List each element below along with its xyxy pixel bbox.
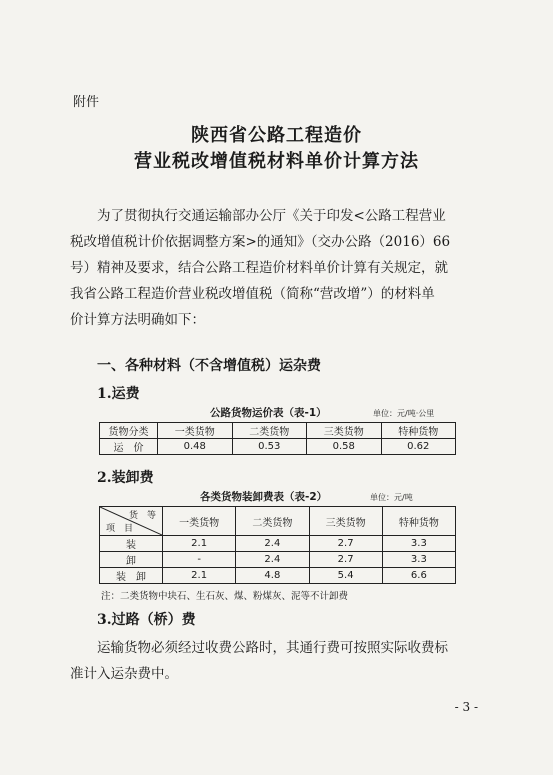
table-row <box>100 439 456 455</box>
table-row <box>100 552 456 568</box>
toll-line: 运输货物必须经过收费公路时，其通行费可按照实际收费标 <box>97 640 448 656</box>
row-label: 装 <box>100 536 163 552</box>
intro-paragraph <box>70 203 467 333</box>
header-cell: 特种货物 <box>382 507 455 536</box>
table-cell: 0.58 <box>307 439 382 455</box>
table-header-row <box>100 507 456 536</box>
corner-bottom-label: 项 目 <box>106 524 134 534</box>
table2-caption: 各类货物装卸费表（表-2） <box>200 491 328 503</box>
toll-paragraph <box>70 635 467 687</box>
table2-unit: 单位：元/吨 <box>370 493 413 502</box>
subheading-handling: 2.装卸费 <box>97 470 154 486</box>
header-cell: 一类货物 <box>163 507 236 536</box>
header-cell: 特种货物 <box>381 423 456 439</box>
header-cell: 二类货物 <box>236 507 309 536</box>
table-cell: 0.62 <box>381 439 456 455</box>
intro-line: 价计算方法明确如下： <box>70 312 205 328</box>
header-cell: 三类货物 <box>307 423 382 439</box>
intro-line: 为了贯彻执行交通运输部办公厅《关于印发<公路工程营业 <box>97 208 446 224</box>
table-cell: 4.8 <box>236 568 309 584</box>
header-cell: 货物分类 <box>100 423 158 439</box>
freight-rate-table <box>99 422 456 455</box>
subheading-toll: 3.过路（桥）费 <box>97 612 196 628</box>
handling-fee-table <box>99 506 456 584</box>
row-label: 运 价 <box>100 439 158 455</box>
table-cell: 3.3 <box>382 552 455 568</box>
row-label: 装 卸 <box>100 568 163 584</box>
intro-line: 税改增值税计价依据调整方案>的通知》（交办公路（2016）66 <box>70 234 451 250</box>
table1-unit: 单位：元/吨·公里 <box>373 409 435 418</box>
table-cell: 0.48 <box>158 439 233 455</box>
table-cell: 2.7 <box>309 552 382 568</box>
table-cell: 2.4 <box>236 552 309 568</box>
table-cell: 2.1 <box>163 536 236 552</box>
section-heading-1: 一、各种材料（不含增值税）运杂费 <box>97 358 321 374</box>
table-cell: 5.4 <box>309 568 382 584</box>
table-header-row <box>100 423 456 439</box>
table-cell: - <box>163 552 236 568</box>
intro-line: 号）精神及要求，结合公路工程造价材料单价计算有关规定，就 <box>70 260 448 276</box>
toll-line: 准计入运杂费中。 <box>70 666 178 682</box>
table-cell: 2.4 <box>236 536 309 552</box>
title-line-1: 陕西省公路工程造价 <box>191 125 362 146</box>
corner-cell <box>100 507 163 536</box>
intro-line: 我省公路工程造价营业税改增值税（简称“营改增”）的材料单 <box>70 286 435 302</box>
table-row <box>100 568 456 584</box>
table-cell: 3.3 <box>382 536 455 552</box>
table-cell: 2.7 <box>309 536 382 552</box>
table1-caption: 公路货物运价表（表-1） <box>210 407 327 419</box>
page-number: - 3 - <box>454 700 478 714</box>
table-cell: 2.1 <box>163 568 236 584</box>
subheading-freight: 1.运费 <box>97 386 140 402</box>
header-cell: 二类货物 <box>232 423 307 439</box>
table-cell: 0.53 <box>232 439 307 455</box>
header-cell: 三类货物 <box>309 507 382 536</box>
table-row <box>100 536 456 552</box>
corner-top-label: 货 等 <box>128 511 156 521</box>
table-cell: 6.6 <box>382 568 455 584</box>
header-cell: 一类货物 <box>158 423 233 439</box>
row-label: 卸 <box>100 552 163 568</box>
table2-note: 注：二类货物中块石、生石灰、煤、粉煤灰、泥等不计卸费 <box>101 591 349 602</box>
title-line-2: 营业税改增值税材料单价计算方法 <box>134 151 419 172</box>
attachment-label: 附件 <box>73 95 100 110</box>
